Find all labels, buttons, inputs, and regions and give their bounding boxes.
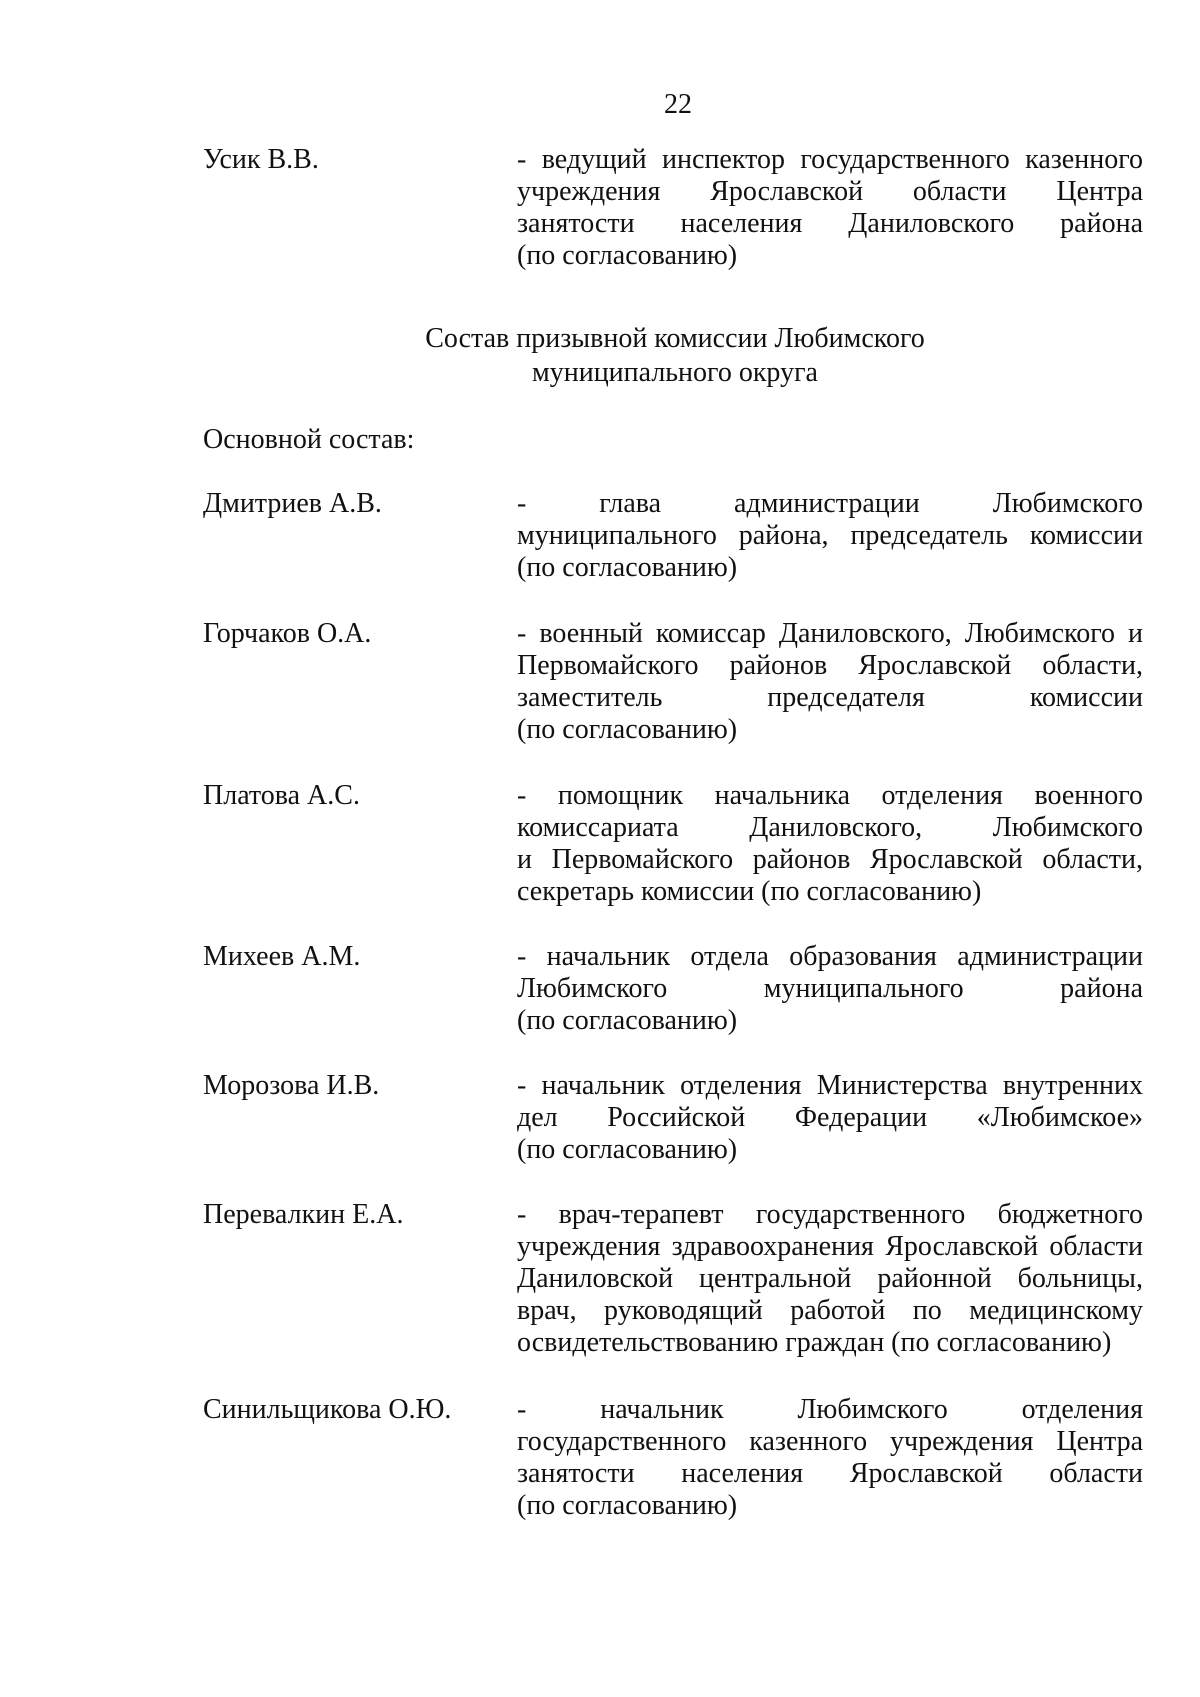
member-name: Платова А.С. <box>203 780 360 811</box>
member-role <box>517 488 1143 584</box>
role-line: - врач-терапевт государственного бюджетного <box>517 1199 1143 1230</box>
member-role <box>517 144 1143 272</box>
role-line: государственного казенного учреждения Центра <box>517 1426 1143 1457</box>
role-line: учреждения Ярославской области Центра <box>517 176 1143 207</box>
role-line: дел Российской Федерации «Любимское» <box>517 1102 1143 1133</box>
section-title <box>0 322 1200 390</box>
section-title-line: Состав призывной комиссии Любимского <box>425 323 925 354</box>
role-line: освидетельствованию граждан (по согласованию) <box>517 1327 1112 1358</box>
role-line: (по согласованию) <box>517 714 738 745</box>
page-number: 22 <box>664 89 692 120</box>
role-line: комиссариата Даниловского, Любимского <box>517 812 1143 843</box>
role-line: Любимского муниципального района <box>517 973 1143 1004</box>
role-line: муниципального района, председатель комиссии <box>517 520 1143 551</box>
member-role <box>517 780 1143 908</box>
member-role <box>517 618 1143 746</box>
member-name: Дмитриев А.В. <box>203 488 382 519</box>
member-name: Горчаков О.А. <box>203 618 372 649</box>
role-line: (по согласованию) <box>517 1134 738 1165</box>
role-line: занятости населения Даниловского района <box>517 208 1143 239</box>
member-role <box>517 1199 1143 1359</box>
member-role <box>517 941 1143 1037</box>
role-line: (по согласованию) <box>517 552 738 583</box>
member-name: Перевалкин Е.А. <box>203 1199 404 1230</box>
role-line: секретарь комиссии (по согласованию) <box>517 876 982 907</box>
role-line: - начальник Любимского отделения <box>517 1394 1143 1425</box>
member-name: Синильщикова О.Ю. <box>203 1394 452 1425</box>
role-line: заместитель председателя комиссии <box>517 682 1143 713</box>
member-name: Усик В.В. <box>203 144 319 175</box>
role-line: Даниловской центральной районной больницы, <box>517 1263 1143 1294</box>
member-name: Михеев А.М. <box>203 941 361 972</box>
role-line: - начальник отделения Министерства внутренних <box>517 1070 1143 1101</box>
member-role <box>517 1070 1143 1166</box>
role-line: учреждения здравоохранения Ярославской области <box>517 1231 1143 1262</box>
role-line: - военный комиссар Даниловского, Любимского и <box>517 618 1143 649</box>
role-line: (по согласованию) <box>517 1490 738 1521</box>
role-line: (по согласованию) <box>517 240 738 271</box>
role-line: - начальник отдела образования администрации <box>517 941 1143 972</box>
role-line: (по согласованию) <box>517 1005 738 1036</box>
role-line: - глава администрации Любимского <box>517 488 1143 519</box>
member-name: Морозова И.В. <box>203 1070 380 1101</box>
section-subtitle: Основной состав: <box>203 424 415 455</box>
role-line: занятости населения Ярославской области <box>517 1458 1143 1489</box>
role-line: - ведущий инспектор государственного казенного <box>517 144 1143 175</box>
member-role <box>517 1394 1143 1522</box>
role-line: врач, руководящий работой по медицинскому <box>517 1295 1143 1326</box>
role-line: - помощник начальника отделения военного <box>517 780 1143 811</box>
section-title-line: муниципального округа <box>532 357 818 388</box>
role-line: и Первомайского районов Ярославской области, <box>517 844 1143 875</box>
role-line: Первомайского районов Ярославской области, <box>517 650 1143 681</box>
